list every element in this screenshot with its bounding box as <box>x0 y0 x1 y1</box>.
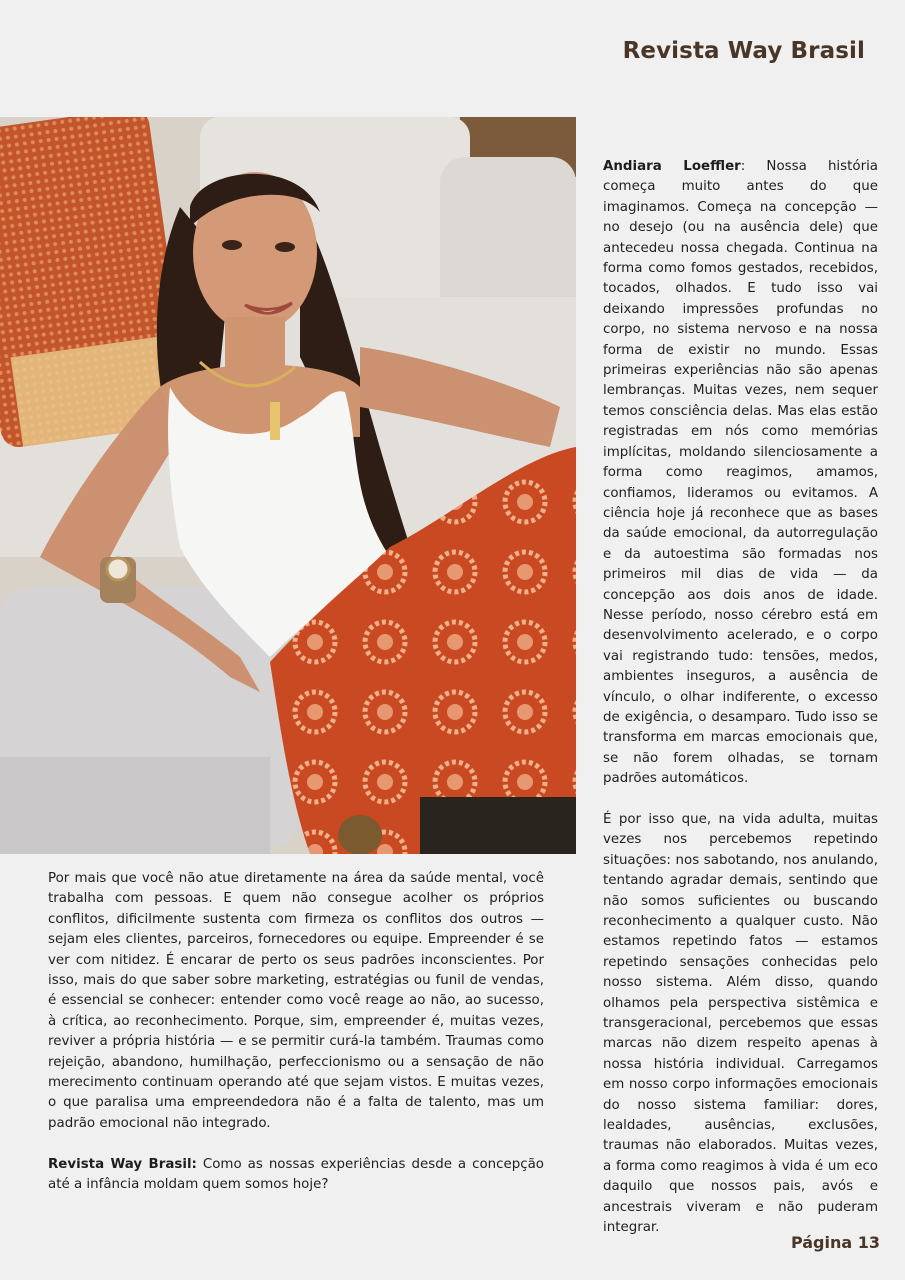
paragraph-text: : Nossa história começa muito antes do que imaginamos. Começa na concepção — no desejo (ou na ausência dele) que antecedeu nossa chegada. Continua na forma como fomos gestados, recebidos, tocados, olhados. E tudo isso vai deixando impressões profundas no corpo, no sistema nervoso e na nossa forma de existir no mundo. Essas primeiras experiências não são apenas lembranças. Muitas vezes, nem sequer temos consciência delas. Mas elas estão registradas em nós como memórias implícitas, moldando silenciosamente a forma como reagimos, amamos, confiamos, lideramos ou evitamos. A ciência hoje já reconhece que as bases da saúde emocional, da autorregulação e da autoestima são formadas nos primeiros mil dias de vida — da concepção aos dois anos de idade. Nesse período, nosso cérebro está em desenvolvimento acelerado, e o corpo vai registrando tudo: tensões, medos, ambientes inseguros, a ausência de vínculo, o olhar indiferente, o excesso de exigência, o desamparo. Tudo isso se transforma em marcas emocionais que, se não forem olhadas, se tornam padrões automáticos. <box>603 159 879 787</box>
speaker-name: Andiara Loeffler <box>603 159 741 174</box>
magazine-title: Revista Way Brasil <box>622 38 865 64</box>
feature-photo <box>0 117 576 854</box>
left-paragraph-2 <box>48 1155 544 1196</box>
question-text: Como as nossas experiências desde a concepção até a infância moldam quem somos hoje? <box>48 1156 545 1193</box>
right-column <box>603 157 878 1259</box>
page-number: Página 13 <box>790 1233 880 1252</box>
right-paragraph-2: É por isso que, na vida adulta, muitas vezes nos percebemos repetindo situações: nos sabotando, nos anulando, tentando agradar demais, sentindo que não somos suficientes ou buscando reconhecimento a qualquer custo. Não estamos repetindo fatos — estamos repetindo sensações conhecidas pelo nosso sistema. Além disso, quando olhamos pela perspectiva sistêmica e transgeracional, percebemos que essas marcas não dizem respeito apenas à nossa história individual. Carregamos em nosso corpo informações emocionais do nosso sistema familiar: dores, lealdades, ausências, exclusões, traumas não elaborados. Muitas vezes, a forma como reagimos à vida é um eco daquilo que nossos pais, avós e ancestrais viveram e não puderam integrar. <box>603 811 878 1236</box>
right-paragraph-1 <box>603 157 878 790</box>
interviewer-name: Revista Way Brasil: <box>48 1156 197 1172</box>
left-paragraph-1: Por mais que você não atue diretamente na área da saúde mental, você trabalha com pessoas. E quem não consegue acolher os próprios conflitos, dificilmente sustenta com firmeza os conflitos dos outros — sejam eles clientes, parceiros, fornecedores ou equipe. Empreender é se ver com nitidez. É encarar de perto os seus padrões inconscientes. Por isso, mais do que saber sobre marketing, estratégias ou funil de vendas, é essencial se conhecer: entender como você reage ao não, ao sucesso, à crítica, ao reconhecimento. Porque, sim, empreender é, muitas vezes, reviver a própria história — e se permitir curá-la também. Traumas como rejeição, abandono, humilhação, perfeccionismo ou a sensação de não merecimento continuam operando até que sejam vistos. E muitas vezes, o que paralisa uma empreendedora não é a falta de talento, mas um padrão emocional não integrado. <box>48 871 544 1131</box>
left-column <box>48 869 544 1216</box>
